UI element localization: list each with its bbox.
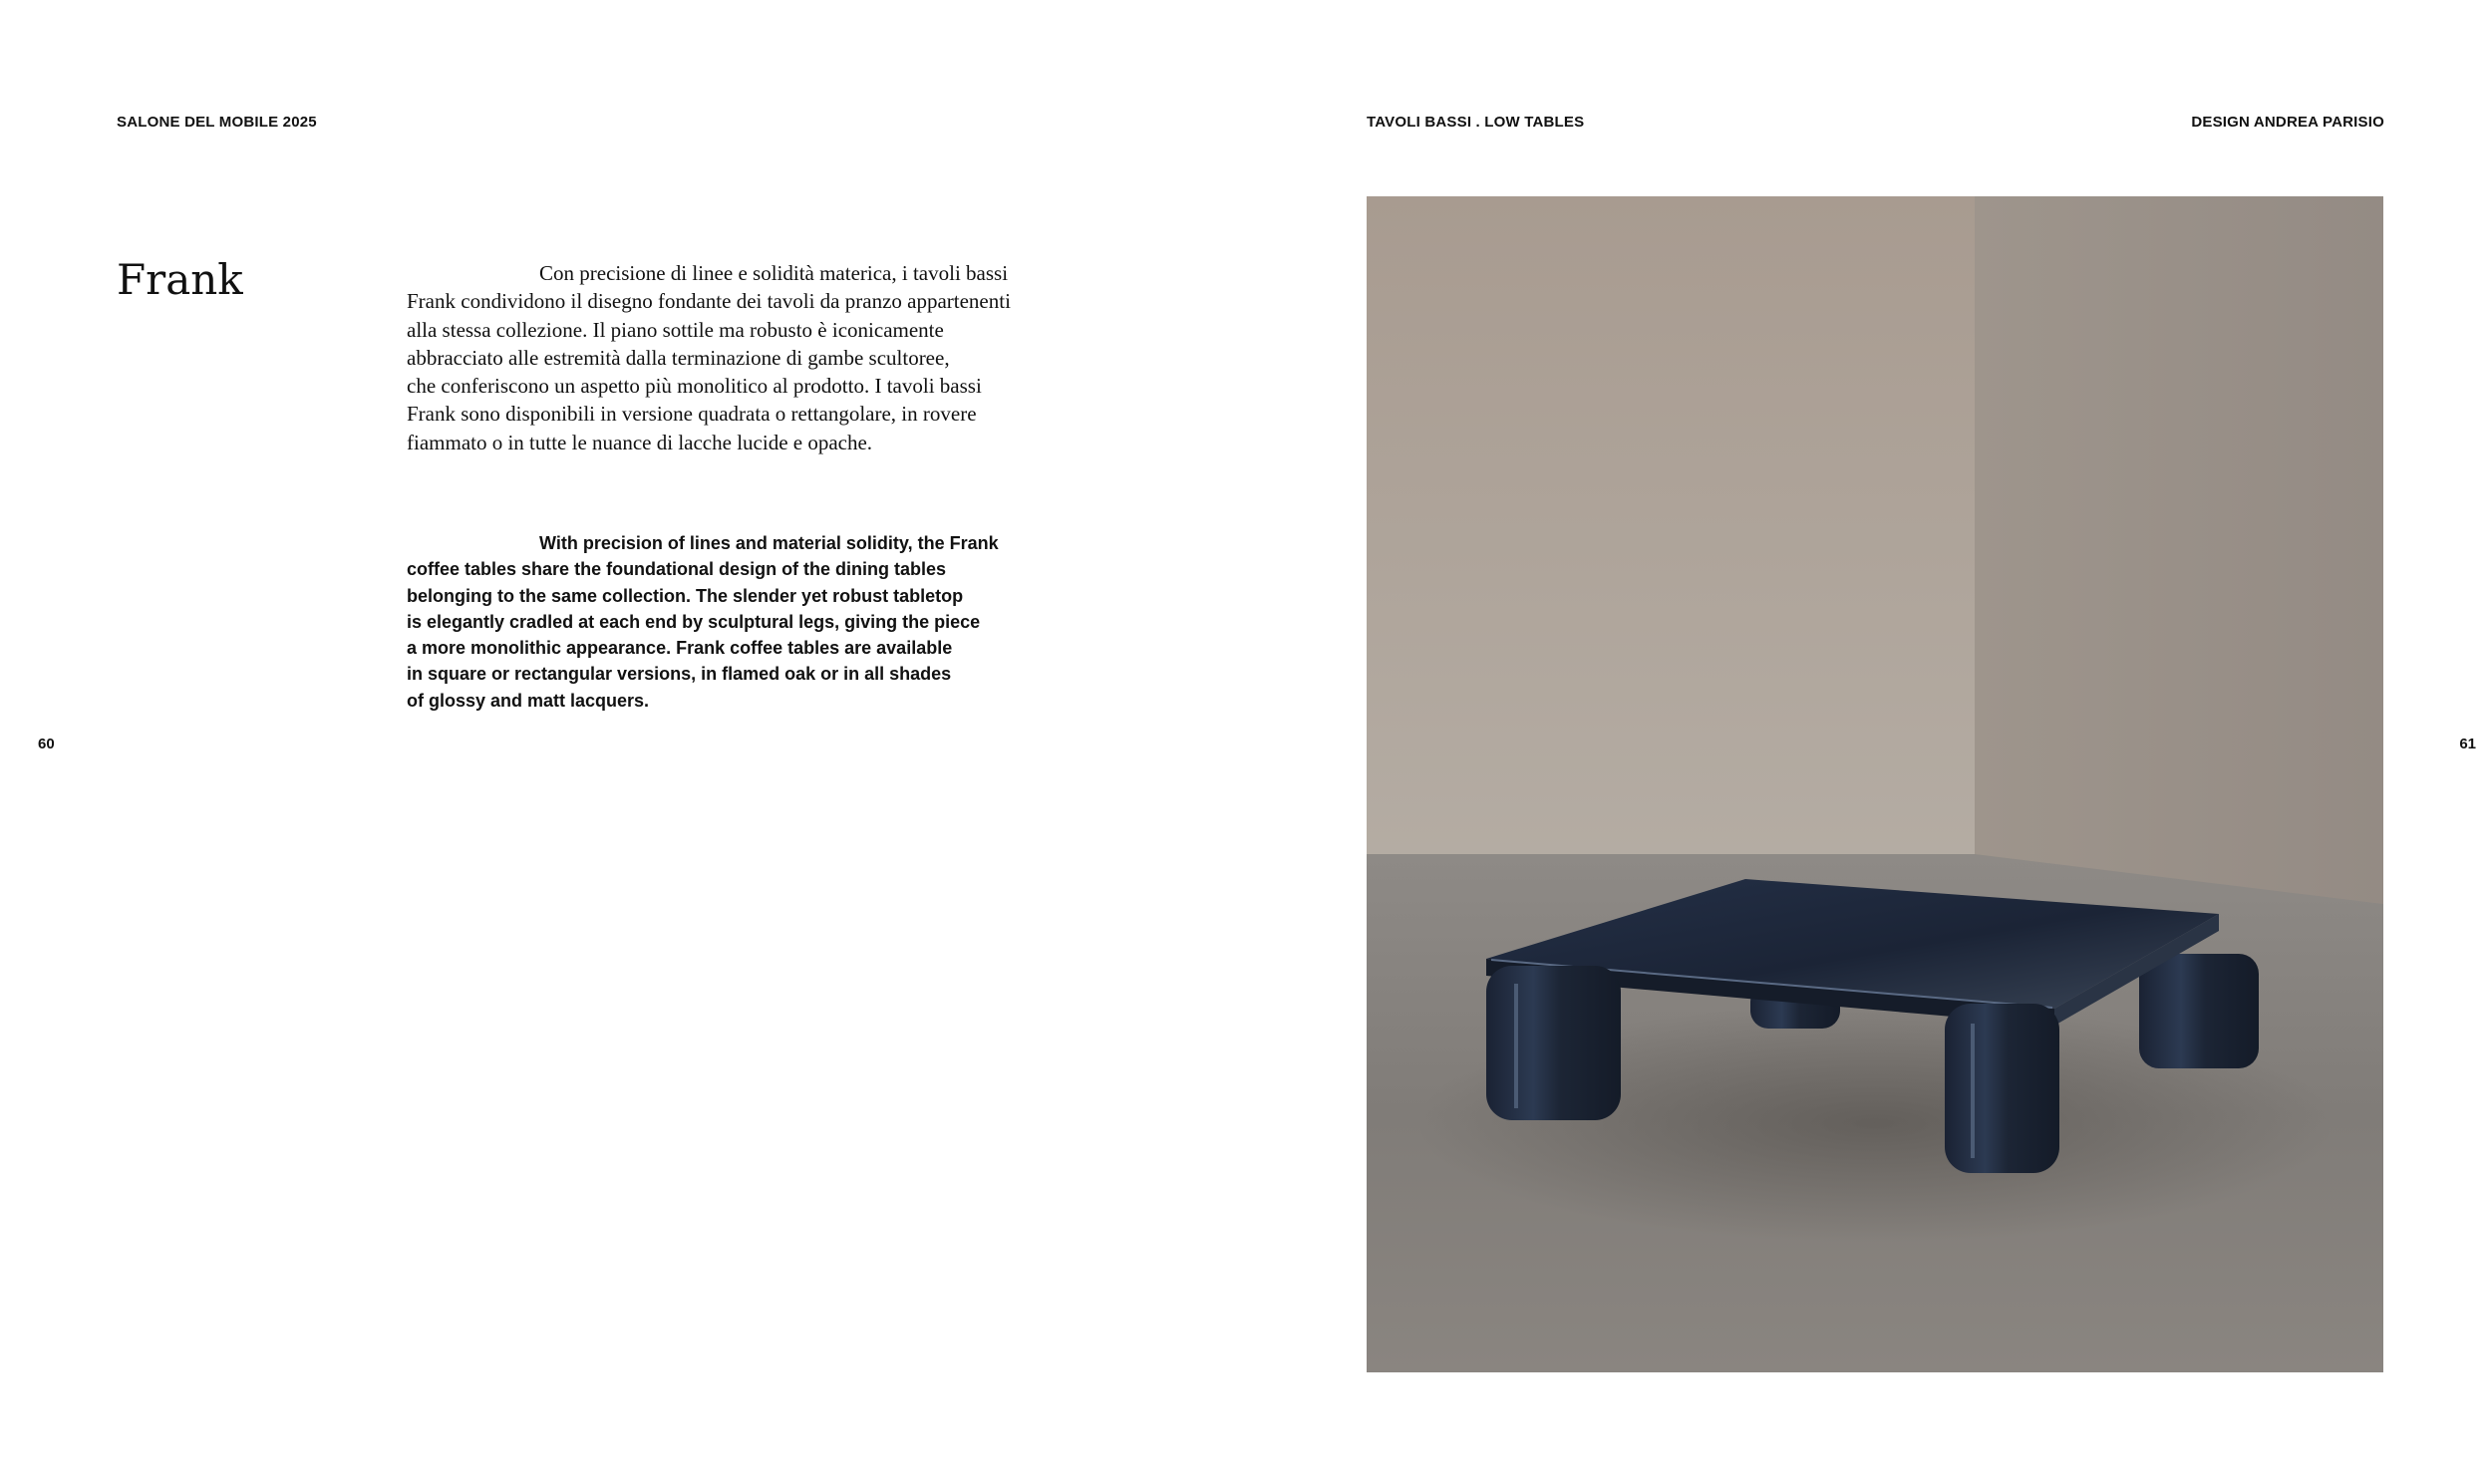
description-line: Frank condividono il disegno fondante dei tavoli da pranzo appartenenti (407, 289, 1011, 314)
product-title: Frank (117, 255, 243, 304)
description-line: With precision of lines and material solidity, the Frank (539, 533, 999, 553)
description-line: Frank sono disponibili in versione quadrata o rettangolare, in rovere (407, 402, 977, 427)
page-number-left: 60 (38, 736, 55, 752)
description-line: is elegantly cradled at each end by sculptural legs, giving the piece (407, 611, 981, 632)
description-line: a more monolithic appearance. Frank coffee tables are available (407, 638, 953, 659)
table-photo-illustration (1367, 196, 2383, 1372)
description-line: alla stessa collezione. Il piano sottile ma robusto è iconicamente (407, 317, 944, 342)
running-header-designer: DESIGN ANDREA PARISIO (2191, 114, 2384, 131)
description-line: fiammato o in tutte le nuance di lacche lucide e opache. (407, 430, 873, 454)
description-english (407, 530, 1085, 714)
running-header-section: TAVOLI BASSI . LOW TABLES (1367, 114, 1585, 131)
description-line: abbracciato alle estremità dalla terminazione di gambe scultoree, (407, 345, 950, 370)
description-italian (407, 259, 1085, 456)
description-line: belonging to the same collection. The slender yet robust tabletop (407, 585, 964, 606)
description-line: che conferiscono un aspetto più monolitico al prodotto. I tavoli bassi (407, 374, 982, 399)
description-line: Con precisione di linee e solidità materica, i tavoli bassi (539, 261, 1009, 285)
running-header-left: SALONE DEL MOBILE 2025 (117, 114, 317, 131)
page-number-right: 61 (2459, 736, 2476, 752)
description-line: of glossy and matt lacquers. (407, 690, 650, 711)
description-line: coffee tables share the foundational design of the dining tables (407, 559, 947, 580)
description-line: in square or rectangular versions, in flamed oak or in all shades (407, 664, 952, 685)
product-photo (1367, 196, 2383, 1372)
